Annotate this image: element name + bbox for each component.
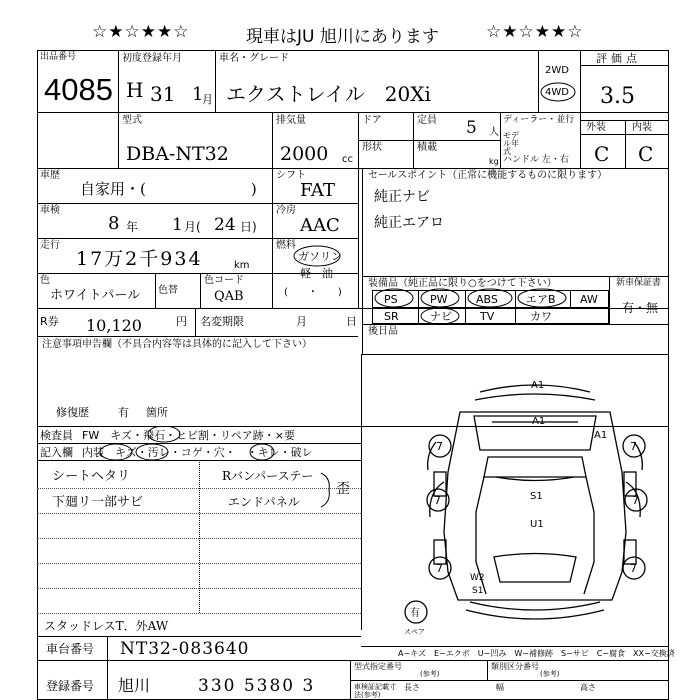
registration-label: 初度登録年月	[122, 53, 182, 64]
repair-suffix: 箇所	[146, 406, 168, 419]
equip-airbag: エアB	[526, 293, 556, 306]
shift-label: シフト	[276, 170, 306, 181]
equipment-circles	[372, 286, 572, 326]
lot-number: 4085	[44, 72, 113, 107]
lot-label: 出品番号	[40, 52, 77, 62]
entry-label: 記入欄	[40, 446, 73, 459]
equip-pw: PW	[430, 293, 448, 306]
mileage-value: 17万2千934	[76, 248, 203, 270]
inspection-year-unit: 年	[126, 220, 139, 234]
designation-sub: (参考)	[420, 670, 440, 678]
entry-items: 内装 キズ・汚レ・コゲ・穴・ ・キレ・破レ	[82, 446, 313, 459]
equip-aw: AW	[580, 293, 598, 306]
mileage-label: 走行	[40, 240, 60, 251]
damage-diagram	[400, 372, 670, 638]
sales-points-label: セールスポイント（正常に機能するものに限ります）	[368, 170, 608, 181]
sales-points-line1: 純正ナビ	[374, 189, 430, 205]
fuel-other: ( ・ )	[284, 287, 342, 298]
color-change-label: 色替	[158, 285, 178, 296]
class-label: 類別区分番号	[491, 662, 539, 671]
header-notice: 現車はJU 旭川にあります	[246, 27, 439, 47]
fuel-diesel: 軽 油	[300, 267, 333, 280]
diag-seven-5: 7	[436, 562, 443, 575]
remark-right-suffix: 歪	[336, 481, 350, 497]
recycle-value: 10,120	[86, 316, 142, 335]
name-change-month: 月	[296, 315, 307, 328]
equip-leather: カワ	[530, 310, 552, 323]
diag-seven-3: 7	[434, 494, 441, 507]
inspector-items: FW キズ・飛石・ヒビ割・リペア跡・×要	[82, 429, 295, 442]
inspection-day: 24	[214, 215, 236, 235]
score-label: 評価点	[596, 52, 641, 65]
inspection-month-unit: 月(	[184, 220, 201, 234]
dimensions-label: 車検証記載寸法(参考)	[354, 683, 396, 699]
interior-label: 内装	[632, 122, 652, 133]
dimension-height: 高さ	[580, 683, 596, 692]
repair-value: 有	[118, 406, 129, 419]
dimension-length: 長さ	[404, 683, 420, 692]
inspector-circles	[80, 426, 280, 462]
repair-label: 修復歴	[56, 406, 89, 419]
diag-w2: W2	[470, 573, 485, 583]
color-code: QAB	[214, 289, 244, 304]
exterior-score: C	[594, 142, 610, 166]
mileage-unit: km	[234, 260, 250, 271]
shape-label: 形状	[362, 142, 382, 153]
score-value: 3.5	[600, 84, 635, 109]
header-stars-left: ☆★☆★★☆	[92, 22, 190, 42]
model-label: 型式	[122, 115, 142, 126]
model-value: DBA-NT32	[126, 143, 229, 165]
diag-s1-center: S1	[530, 491, 543, 502]
diag-u1-center: U1	[530, 519, 544, 530]
drive-2wd: 2WD	[545, 65, 569, 76]
dealer-model-year: モデル年式	[503, 131, 519, 156]
capacity-unit: 人	[489, 127, 499, 138]
equip-tv: TV	[480, 310, 495, 323]
load-unit: kg	[489, 157, 499, 166]
diag-spare-value: 有	[410, 608, 420, 619]
registration-year: 31	[150, 82, 176, 106]
drive-4wd: 4WD	[545, 87, 569, 98]
drive-4wd-circle	[539, 81, 577, 103]
capacity-label: 定員	[417, 115, 437, 126]
displacement-unit: cc	[342, 154, 353, 165]
recycle-label: R券	[40, 315, 59, 328]
diag-seven-6: 7	[630, 562, 637, 575]
aircon-label: 冷房	[276, 205, 296, 216]
history-label: 車歴	[40, 170, 60, 181]
car-name-value: エクストレイル 20Xi	[226, 82, 431, 106]
diag-a1-left: A1	[532, 416, 546, 427]
interior-score: C	[638, 142, 654, 166]
color-label: 色	[40, 275, 50, 286]
color-value: ホワイトパール	[50, 288, 141, 303]
diag-seven-2: 7	[630, 440, 637, 453]
registration-era: H	[126, 78, 144, 102]
history-value: 自家用・( )	[80, 180, 257, 198]
remark-left-2: 下廻リ一部サビ	[52, 495, 144, 510]
aircon-value: AAC	[300, 215, 340, 236]
reg-no-area: 旭川	[118, 676, 151, 695]
fuel-label: 燃料	[276, 240, 296, 251]
diag-seven-4: 7	[632, 494, 639, 507]
diag-seven-1: 7	[436, 440, 443, 453]
dealer-label: ディーラー・並行	[503, 115, 575, 125]
car-name-label: 車名・グレード	[219, 53, 289, 64]
displacement-value: 2000	[280, 143, 329, 165]
equip-navi: ナビ	[430, 310, 452, 323]
inspection-label: 車検	[40, 205, 60, 216]
warranty-label: 新車保証書	[616, 278, 662, 288]
diag-a1-right: A1	[594, 430, 608, 441]
capacity-value: 5	[466, 118, 477, 138]
name-change-day: 日	[346, 315, 357, 328]
sales-points-line2: 純正エアロ	[374, 215, 444, 231]
inspection-year: 8	[108, 213, 120, 234]
rear-seat-label: 後日品	[368, 326, 398, 337]
registration-month-unit: 月	[202, 93, 213, 106]
designation-label: 型式指定番号	[354, 662, 402, 671]
inspector-label: 検査員	[40, 429, 73, 442]
diag-a1-top: A1	[531, 380, 545, 391]
dimension-width: 幅	[496, 683, 504, 692]
chassis-label: 車台番号	[46, 642, 95, 656]
fuel-gasoline-circle	[292, 244, 342, 268]
dealer-handle: ハンドル 左・右	[503, 155, 569, 165]
shift-value: FAT	[300, 180, 335, 201]
chassis-value: NT32-083640	[120, 639, 250, 659]
remark-left-1: シートヘタリ	[52, 469, 131, 484]
remark-bottom: スタッドレスT．外AW	[44, 619, 169, 633]
diag-spare-label: スペア	[404, 628, 425, 636]
fuel-gasoline: ガソリン	[298, 250, 342, 263]
warranty-value: 有・無	[622, 301, 659, 315]
registration-month: 1	[192, 84, 204, 105]
notes-label: 注意事項申告欄（不具合内容等は具体的に記入して下さい）	[42, 339, 312, 350]
recycle-unit: 円	[176, 315, 187, 328]
remark-right-1: Rバンパーステー	[222, 469, 314, 483]
color-code-label: 色コード	[204, 275, 244, 286]
displacement-label: 排気量	[276, 115, 306, 126]
equipment-label: 装備品（純正品に限り○をつけて下さい）	[368, 278, 557, 289]
doors-label: ドア	[362, 115, 382, 126]
inspection-day-unit: 日)	[240, 220, 257, 234]
equip-abs: ABS	[476, 293, 498, 306]
equip-ps: PS	[384, 293, 398, 306]
reg-no-label: 登録番号	[46, 679, 95, 693]
load-label: 積載	[417, 142, 437, 153]
inspection-month: 1	[172, 215, 183, 235]
reg-no-number: 330 5380 3	[198, 676, 316, 696]
exterior-label: 外装	[586, 122, 606, 133]
remark-right-2: エンドパネル	[228, 495, 300, 509]
class-sub: (参考)	[540, 670, 560, 678]
name-change-label: 名変期限	[200, 315, 244, 328]
damage-legend: A−キズ E−エクボ U−凹み W−補修跡 S−サビ C−腐食 XX−交換済	[398, 649, 675, 658]
remark-brace	[318, 470, 334, 510]
diag-s1-bottom: S1	[472, 586, 484, 596]
header-stars-right: ☆★☆★★☆	[486, 22, 584, 42]
equip-sr: SR	[384, 310, 399, 323]
